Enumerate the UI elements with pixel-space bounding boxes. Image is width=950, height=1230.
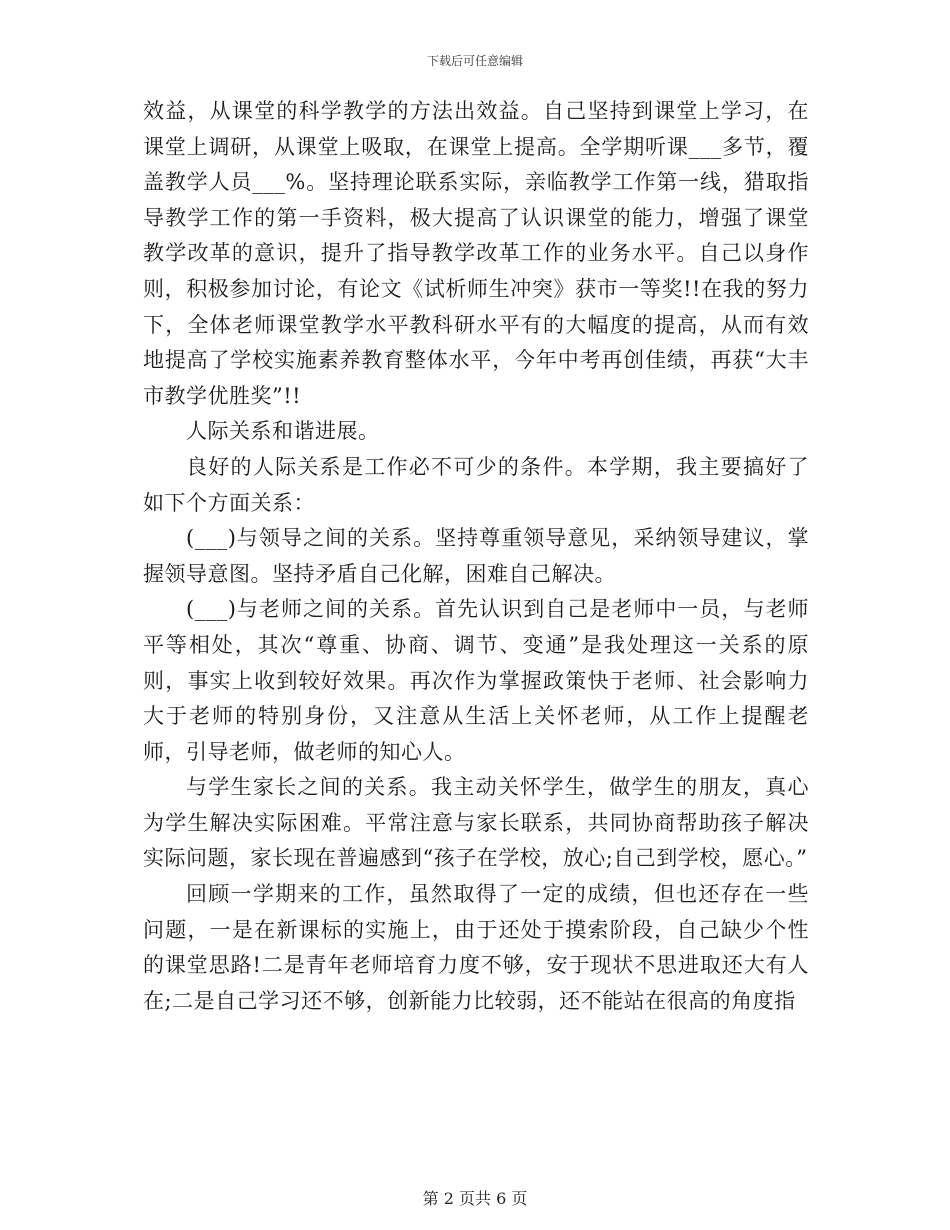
page-footer: 第 2 页共 6 页 xyxy=(422,1189,528,1208)
paragraph-5: (___)与老师之间的关系。首先认识到自己是老师中一员，与老师平等相处，其次“尊重、协商、调节、变通”是我处理这一关系的原则，事实上收到较好效果。再次作为掌握政策快于老师、社会影响力大于老师的特别身份，又注意从生活上关怀老师，从工作上提醒老师，引导老师，做老师的知心人。 xyxy=(143,597,809,764)
paragraph-2: 人际关系和谐进展。 xyxy=(186,419,380,444)
paragraph-7: 回顾一学期来的工作，虽然取得了一定的成绩，但也还存在一些问题，一是在新课标的实施上，由于还处于摸索阶段，自己缺少个性的课堂思路!二是青年老师培育力度不够，安于现状不思进取还大有人在;二是自己学习还不够，创新能力比较弱，还不能站在很高的角度指 xyxy=(143,882,809,1013)
page-header: 下载后可任意编辑 xyxy=(426,54,523,68)
paragraph-6: 与学生家长之间的关系。我主动关怀学生，做学生的朋友，真心为学生解决实际困难。平常注意与家长联系，共同协商帮助孩子解决实际问题，家长现在普遍感到“孩子在学校，放心;自己到学校，愿心。” xyxy=(143,775,809,871)
paragraph-4: (___)与领导之间的关系。坚持尊重领导意见，采纳领导建议，掌握领导意图。坚持矛盾自己化解，困难自己解决。 xyxy=(143,526,809,586)
paragraph-1: 效益，从课堂的科学教学的方法出效益。自己坚持到课堂上学习，在课堂上调研，从课堂上吸取，在课堂上提高。全学期听课___多节，覆盖教学人员___%。坚持理论联系实际，亲临教学工作第一线，猎取指导教学工作的第一手资料，极大提高了认识课堂的能力，增强了课堂教学改革的意识，提升了指导教学改革工作的业务水平。自己以身作则，积极参加讨论，有论文《试析师生冲突》获市一等奖!!在我的努力下，全体老师课堂教学水平教科研水平有的大幅度的提高，从而有效地提高了学校实施素养教育整体水平，今年中考再创佳绩，再获“大丰市教学优胜奖”!! xyxy=(143,99,809,408)
paragraph-3: 良好的人际关系是工作必不可少的条件。本学期，我主要搞好了如下个方面关系： xyxy=(143,454,809,515)
document-body xyxy=(143,94,809,1019)
